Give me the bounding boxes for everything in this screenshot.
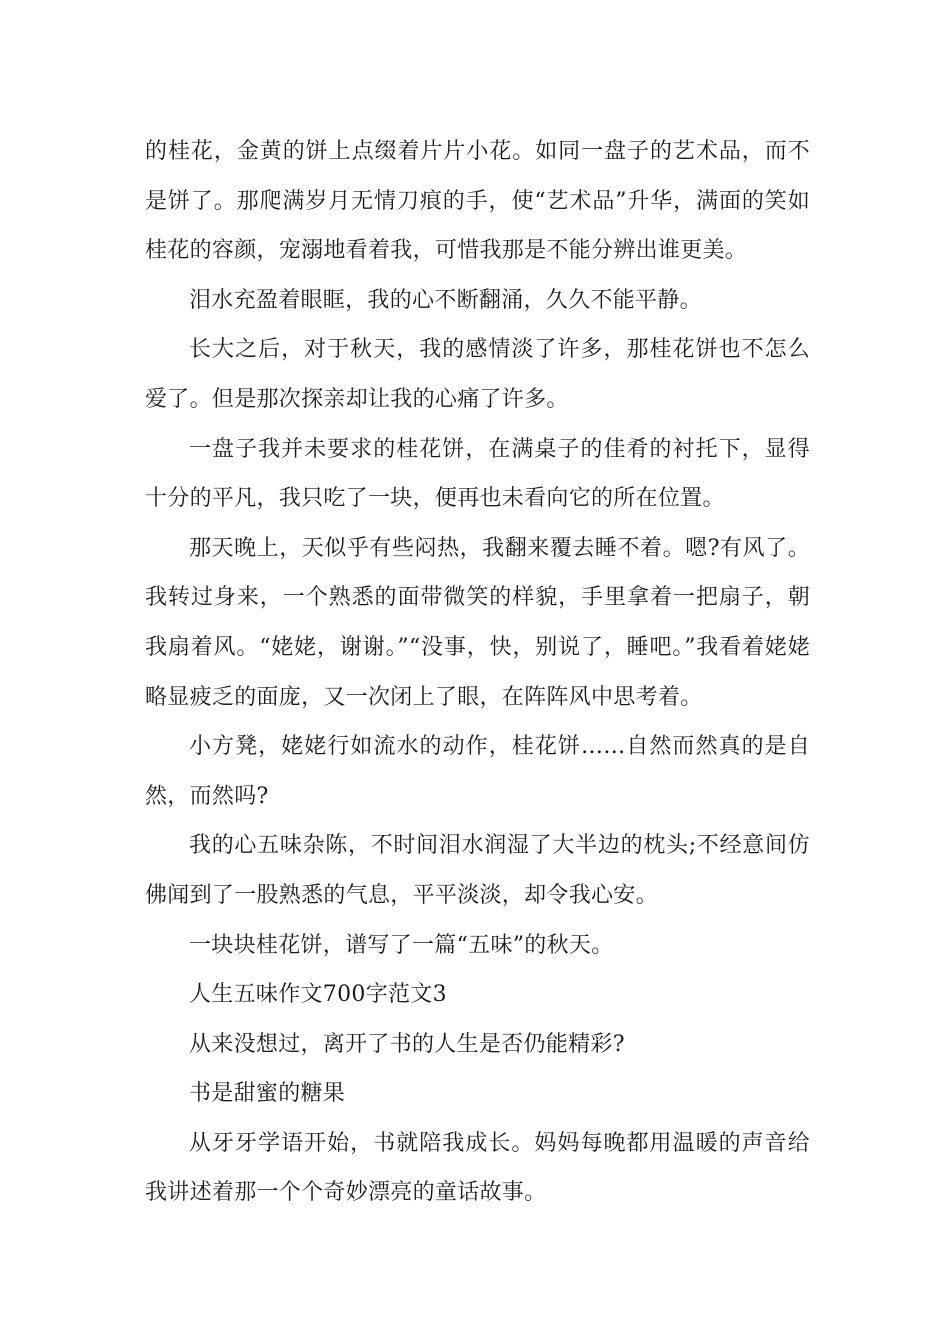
paragraph: 一块块桂花饼，谱写了一篇“五味”的秋天。 xyxy=(189,932,614,958)
paragraph: 从牙牙学语开始，书就陪我成长。妈妈每晚都用温暖的声音给我讲述着那一个个奇妙漂亮的童话故事。 xyxy=(145,1130,810,1206)
paragraph: 泪水充盈着眼眶，我的心不断翻涌，久久不能平静。 xyxy=(189,287,702,313)
paragraph: 从来没想过，离开了书的人生是否仍能精彩? xyxy=(189,1031,625,1057)
document-body xyxy=(145,127,810,1218)
paragraph: 小方凳，姥姥行如流水的动作，桂花饼……自然而然真的是自然，而然吗? xyxy=(145,734,810,809)
paragraph: 那天晚上，天似乎有些闷热，我翻来覆去睡不着。嗯?有风了。我转过身来，一个熟悉的面带微笑的样貌，手里拿着一把扇子，朝我扇着风。“姥姥，谢谢。”“没事，快，别说了，睡吧。”我看着姥姥略显疲乏的面庞，又一次闭上了眼，在阵阵风中思考着。 xyxy=(145,535,810,710)
section-heading: 人生五味作文700字范文3 xyxy=(189,982,447,1008)
paragraph: 的桂花，金黄的饼上点缀着片片小花。如同一盘子的艺术品，而不是饼了。那爬满岁月无情刀痕的手，使“艺术品”升华，满面的笑如桂花的容颜，宠溺地看着我，可惜我那是不能分辨出谁更美。 xyxy=(145,139,810,264)
paragraph: 我的心五味杂陈，不时间泪水润湿了大半边的枕头;不经意间仿佛闻到了一股熟悉的气息，平平淡淡，却令我心安。 xyxy=(145,833,810,908)
paragraph: 长大之后，对于秋天，我的感情淡了许多，那桂花饼也不怎么爱了。但是那次探亲却让我的心痛了许多。 xyxy=(145,337,810,412)
paragraph: 一盘子我并未要求的桂花饼，在满桌子的佳肴的衬托下，显得十分的平凡，我只吃了一块，便再也未看向它的所在位置。 xyxy=(145,436,810,512)
subheading: 书是甜蜜的糖果 xyxy=(189,1081,346,1107)
